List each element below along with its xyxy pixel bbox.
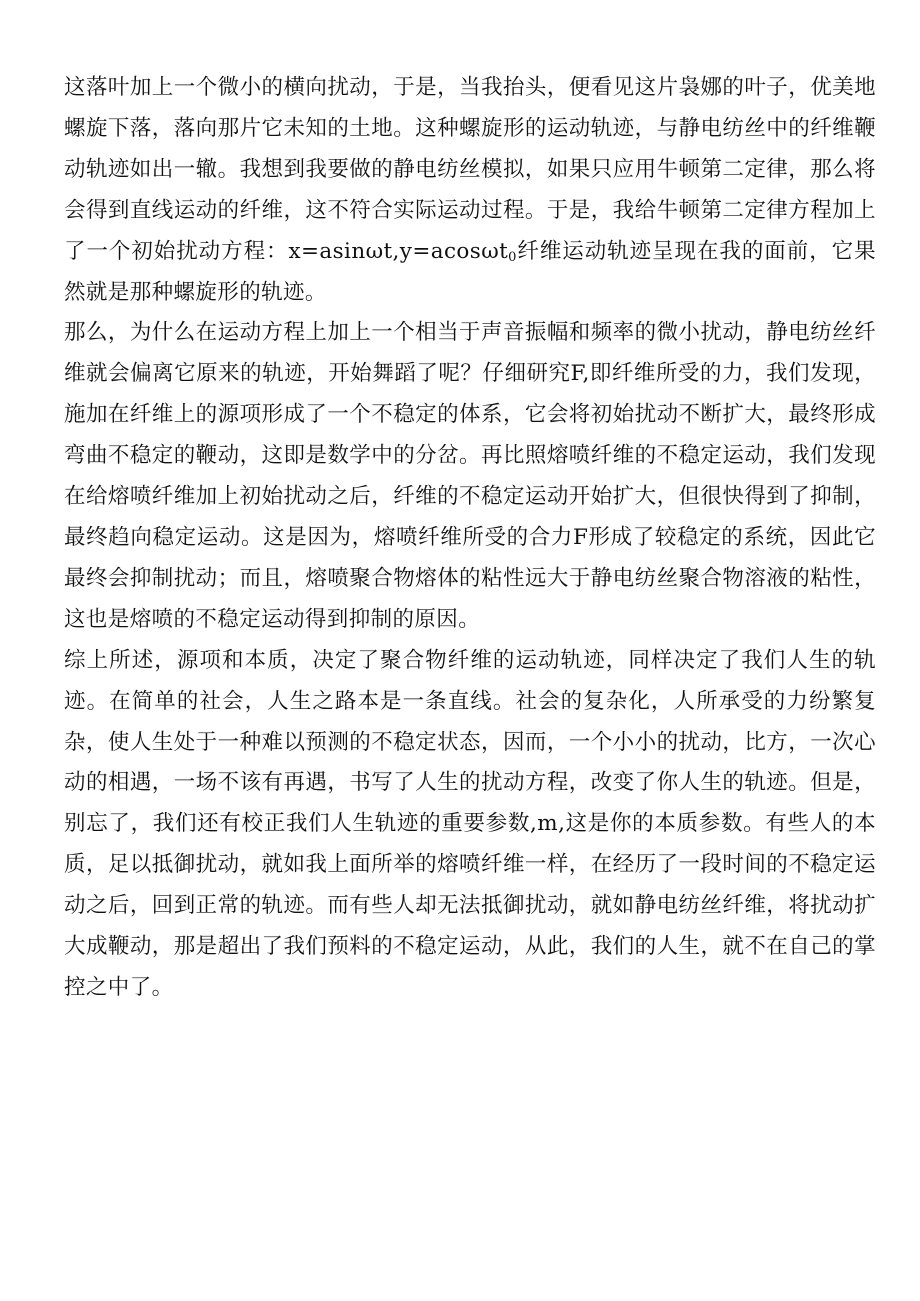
paragraph-1-text: 这落叶加上一个微小的横向扰动，于是，当我抬头，便看见这片袅娜的叶子，优美地螺旋下落，落向那片它未知的土地。这种螺旋形的运动轨迹，与静电纺丝中的纤维鞭动轨迹如出一辙。我想到我要做的静电纺丝模拟，如果只应用牛顿第二定律，那么将会得到直线运动的纤维，这不符合实际运动过程。于是，我给牛顿第二定律方程加上了一个初始扰动方程：x=asinωt,y=acosωt xyxy=(64,75,876,264)
paragraph-2 xyxy=(64,313,876,640)
paragraph-3-text: 综上所述，源项和本质，决定了聚合物纤维的运动轨迹，同样决定了我们人生的轨迹。在简单的社会，人生之路本是一条直线。社会的复杂化，人所承受的力纷繁复杂，使人生处于一种难以预测的不稳定状态，因而，一个小小的扰动，比方，一次心动的相遇，一场不该有再遇，书写了人生的扰动方程，改变了你人生的轨迹。但是，别忘了，我们还有校正我们人生轨迹的重要参数,m,这是你的本质参数。有些人的本质，足以抵御扰动，就如我上面所举的熔喷纤维一样，在经历了一段时间的不稳定运动之后，回到正常的轨迹。而有些人却无法抵御扰动，就如静电纺丝纤维，将扰动扩大成鞭动，那是超出了我们预料的不稳定运动，从此，我们的人生，就不在自己的掌控之中了。 xyxy=(64,647,876,1000)
subscript-zero: 0 xyxy=(508,249,517,265)
body-text xyxy=(64,68,876,1009)
paragraph-1 xyxy=(64,68,876,313)
paragraph-3 xyxy=(64,641,876,1009)
paragraph-1-tail: 纤维运动轨迹呈现在我的面前，它果然就是那种螺旋形的轨迹。 xyxy=(64,238,876,305)
paragraph-2-text: 那么，为什么在运动方程上加上一个相当于声音振幅和频率的微小扰动，静电纺丝纤维就会偏离它原来的轨迹，开始舞蹈了呢？仔细研究F,即纤维所受的力，我们发现，施加在纤维上的源项形成了一个不稳定的体系，它会将初始扰动不断扩大，最终形成弯曲不稳定的鞭动，这即是数学中的分岔。再比照熔喷纤维的不稳定运动，我们发现在给熔喷纤维加上初始扰动之后，纤维的不稳定运动开始扩大，但很快得到了抑制，最终趋向稳定运动。这是因为，熔喷纤维所受的合力F形成了较稳定的系统，因此它最终会抑制扰动；而且，熔喷聚合物熔体的粘性远大于静电纺丝聚合物溶液的粘性，这也是熔喷的不稳定运动得到抑制的原因。 xyxy=(64,320,876,632)
